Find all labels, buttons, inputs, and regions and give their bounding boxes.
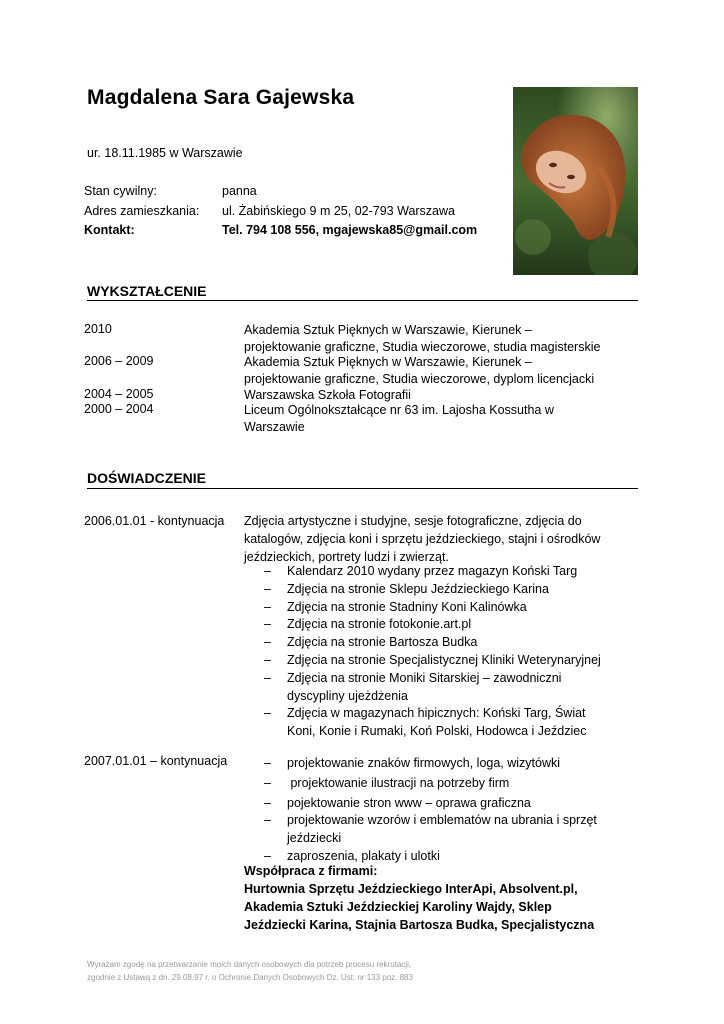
list-item: [264, 795, 604, 813]
consent-line: Wyrażam zgodę na przetwarzanie moich danych osobowych dla potrzeb procesu rekrutacji,: [87, 960, 412, 969]
dash-bullet: –: [264, 775, 271, 790]
dash-bullet: –: [264, 756, 271, 770]
cooperation-heading: Współpraca z firmami:: [244, 864, 378, 878]
portrait-photo: [513, 87, 638, 275]
education-divider: [87, 300, 638, 301]
dash-bullet: –: [264, 706, 271, 721]
list-item-text: projektowanie znaków firmowych, loga, wizytówki: [287, 756, 561, 770]
job-date: 2007.01.01 – kontynuacja: [84, 754, 228, 768]
education-entry: Liceum Ogólnokształcące nr 63 im. Lajosha Kossutha w Warszawie: [244, 403, 554, 434]
list-item-text: Zdjęcia na stronie Bartosza Budka: [287, 635, 478, 650]
education-entry: Warszawska Szkoła Fotografii: [244, 388, 411, 402]
list-item-text: Zdjęcia w magazynach hipicznych: Koński Targ, Świat Koni, Konie i Rumaki, Koń Polski, Hodowca i Jeździec: [287, 706, 587, 739]
address-value: ul. Żabińskiego 9 m 25, 02-793 Warszawa: [222, 204, 455, 218]
job-description: Zdjęcia artystyczne i studyjne, sesje fotograficzne, zdjęcia do katalogów, zdjęcia koni i sprzętu jeździeckiego, stajni i ośrodków jeździeckich, portrety ludzi i zwierząt.: [244, 514, 601, 564]
list-item: [264, 563, 604, 581]
list-item-text: Zdjęcia na stronie fotokonie.art.pl: [287, 617, 472, 632]
list-item: [264, 581, 604, 599]
dash-bullet: –: [264, 652, 271, 667]
consent-line: zgodnie z Ustawą z dn. 29.08.97 r. o Ochronie Danych Osobowych Dz. Ust. nr 133 poz. 883: [87, 973, 413, 982]
birth-info: ur. 18.11.1985 w Warszawie: [87, 146, 243, 160]
dash-bullet: –: [264, 581, 271, 596]
list-item-text: Zdjęcia na stronie Moniki Sitarskiej – zawodniczni dyscypliny ujeżdżenia: [287, 670, 562, 703]
list-item-text: projektowanie ilustracji na potrzeby firm: [287, 775, 510, 790]
address-label: Adres zamieszkania:: [84, 204, 200, 218]
job1-bullet-list: [264, 563, 604, 741]
list-item: [264, 599, 604, 617]
marital-status-value: panna: [222, 184, 257, 198]
list-item-text: zaproszenia, plakaty i ulotki: [287, 848, 440, 863]
education-year: 2006 – 2009: [84, 354, 154, 368]
contact-label: Kontakt:: [84, 223, 135, 237]
dash-bullet: –: [264, 813, 271, 828]
education-entry: Akademia Sztuk Pięknych w Warszawie, Kierunek – projektowanie graficzne, Studia wieczorowe, dyplom licencjacki: [244, 355, 595, 386]
dash-bullet: –: [264, 635, 271, 650]
dash-bullet: –: [264, 599, 271, 614]
experience-divider: [87, 488, 638, 489]
dash-bullet: –: [264, 848, 271, 863]
list-item: [264, 634, 604, 652]
dash-bullet: –: [264, 795, 271, 810]
dash-bullet: –: [264, 670, 271, 685]
job-date: 2006.01.01 - kontynuacja: [84, 514, 225, 528]
experience-heading: DOŚWIADCZENIE: [87, 470, 206, 486]
list-item-text: Zdjęcia na stronie Sklepu Jeździeckiego Karina: [287, 581, 549, 596]
marital-status-label: Stan cywilny:: [84, 184, 157, 198]
list-item-text: projektowanie wzorów i emblematów na ubrania i sprzęt jeździecki: [287, 813, 597, 846]
list-item-text: Zdjęcia na stronie Stadniny Koni Kalinówka: [287, 599, 527, 614]
education-heading: WYKSZTAŁCENIE: [87, 283, 207, 299]
education-year: 2000 – 2004: [84, 402, 154, 416]
education-entry: Akademia Sztuk Pięknych w Warszawie, Kierunek – projektowanie graficzne, Studia wieczorowe, studia magisterskie: [244, 323, 601, 354]
list-item: [264, 670, 587, 706]
contact-value: Tel. 794 108 556, mgajewska85@gmail.com: [222, 223, 478, 237]
list-item: [264, 705, 612, 741]
list-item: [264, 616, 604, 634]
gdpr-consent: [87, 958, 487, 984]
cooperation-companies: Hurtownia Sprzętu Jeździeckiego InterApi, Absolvent.pl, Akademia Sztuki Jeździeckiej Karoliny Wajdy, Sklep Jeździecki Karina, Stajnia Bartosza Budka, Specjalistyczna: [244, 882, 595, 932]
job2-bullet-list: [264, 755, 604, 866]
list-item: [264, 812, 612, 848]
list-item: [264, 652, 604, 670]
education-year: 2010: [84, 322, 112, 336]
list-item-text: Kalendarz 2010 wydany przez magazyn Koński Targ: [287, 564, 578, 578]
list-item-text: pojektowanie stron www – oprawa graficzna: [287, 795, 531, 810]
cv-name: Magdalena Sara Gajewska: [87, 86, 355, 109]
dash-bullet: –: [264, 617, 271, 632]
dash-bullet: –: [264, 564, 271, 578]
education-year: 2004 – 2005: [84, 387, 154, 401]
list-item: [264, 755, 604, 773]
list-item: [264, 775, 604, 793]
list-item-text: Zdjęcia na stronie Specjalistycznej Kliniki Weterynaryjnej: [287, 652, 601, 667]
